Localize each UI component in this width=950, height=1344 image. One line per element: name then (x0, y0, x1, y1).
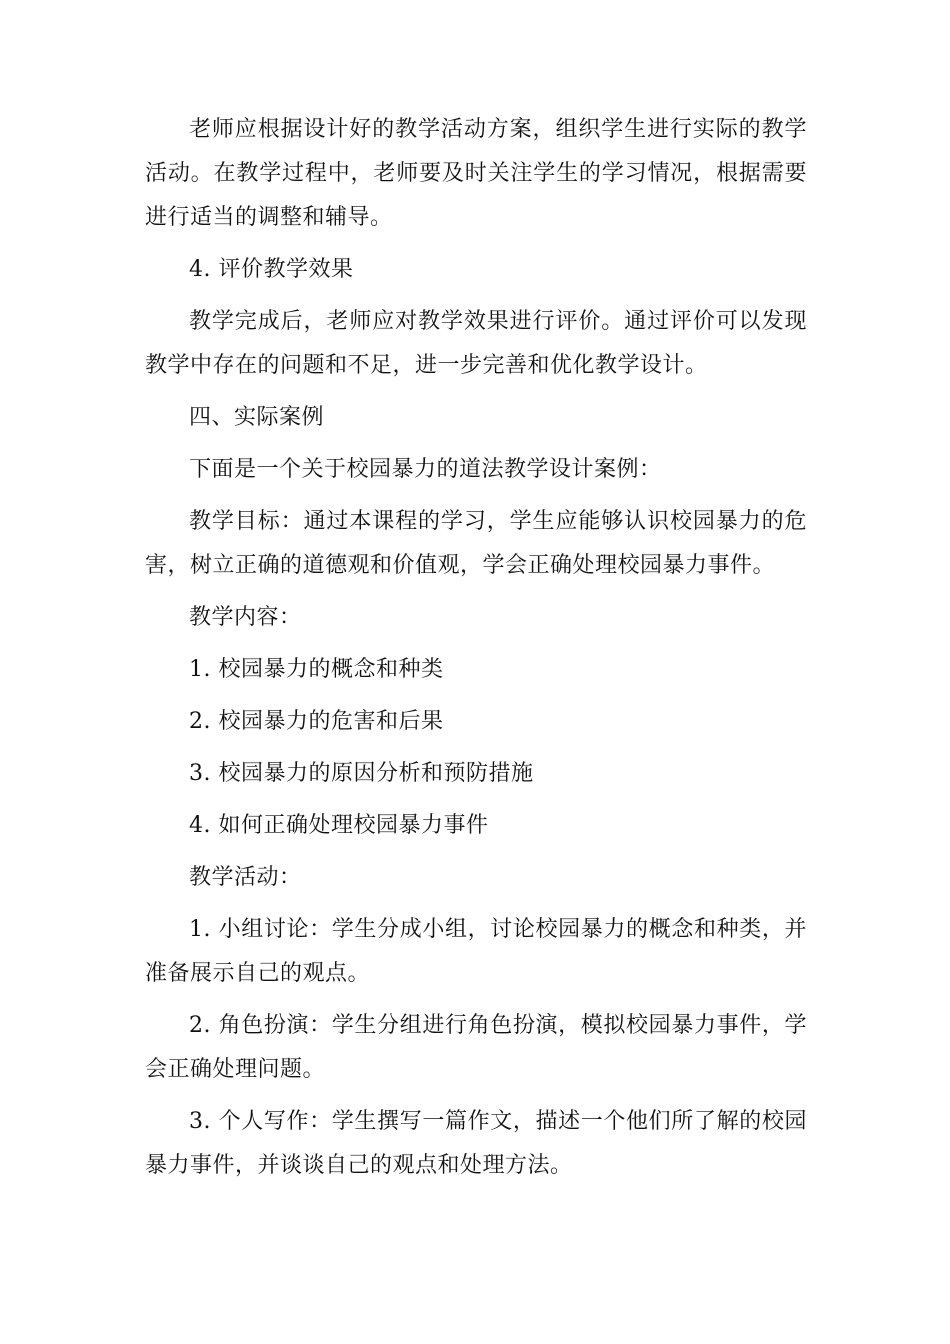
label-teaching-activities: 教学活动： (189, 865, 302, 890)
section-heading-case: 四、实际案例 (189, 405, 325, 430)
list-item-content-3: 3. 校园暴力的原因分析和预防措施 (189, 761, 534, 786)
list-item-activity-2: 2. 角色扮演：学生分组进行角色扮演，模拟校园暴力事件，学会正确处理问题。 (145, 1013, 807, 1082)
list-item-activity-3: 3. 个人写作：学生撰写一篇作文，描述一个他们所了解的校园暴力事件，并谈谈自己的观点和处理方法。 (145, 1109, 807, 1178)
paragraph-evaluation: 教学完成后，老师应对教学效果进行评价。通过评价可以发现教学中存在的问题和不足，进一步完善和优化教学设计。 (145, 309, 807, 378)
list-item-activity-1: 1. 小组讨论：学生分成小组，讨论校园暴力的概念和种类，并准备展示自己的观点。 (145, 917, 807, 986)
paragraph-teaching-goal: 教学目标：通过本课程的学习，学生应能够认识校园暴力的危害，树立正确的道德观和价值观，学会正确处理校园暴力事件。 (145, 509, 807, 578)
list-item-content-1: 1. 校园暴力的概念和种类 (189, 657, 444, 682)
heading-evaluate-teaching: 4. 评价教学效果 (189, 257, 354, 282)
document-body (145, 108, 807, 1196)
paragraph-case-intro: 下面是一个关于校园暴力的道法教学设计案例： (189, 457, 662, 482)
list-item-content-4: 4. 如何正确处理校园暴力事件 (189, 813, 489, 838)
list-item-content-2: 2. 校园暴力的危害和后果 (189, 709, 444, 734)
label-teaching-content: 教学内容： (189, 605, 302, 630)
paragraph-implement-teaching: 老师应根据设计好的教学活动方案，组织学生进行实际的教学活动。在教学过程中，老师要及时关注学生的学习情况，根据需要进行适当的调整和辅导。 (145, 117, 807, 230)
